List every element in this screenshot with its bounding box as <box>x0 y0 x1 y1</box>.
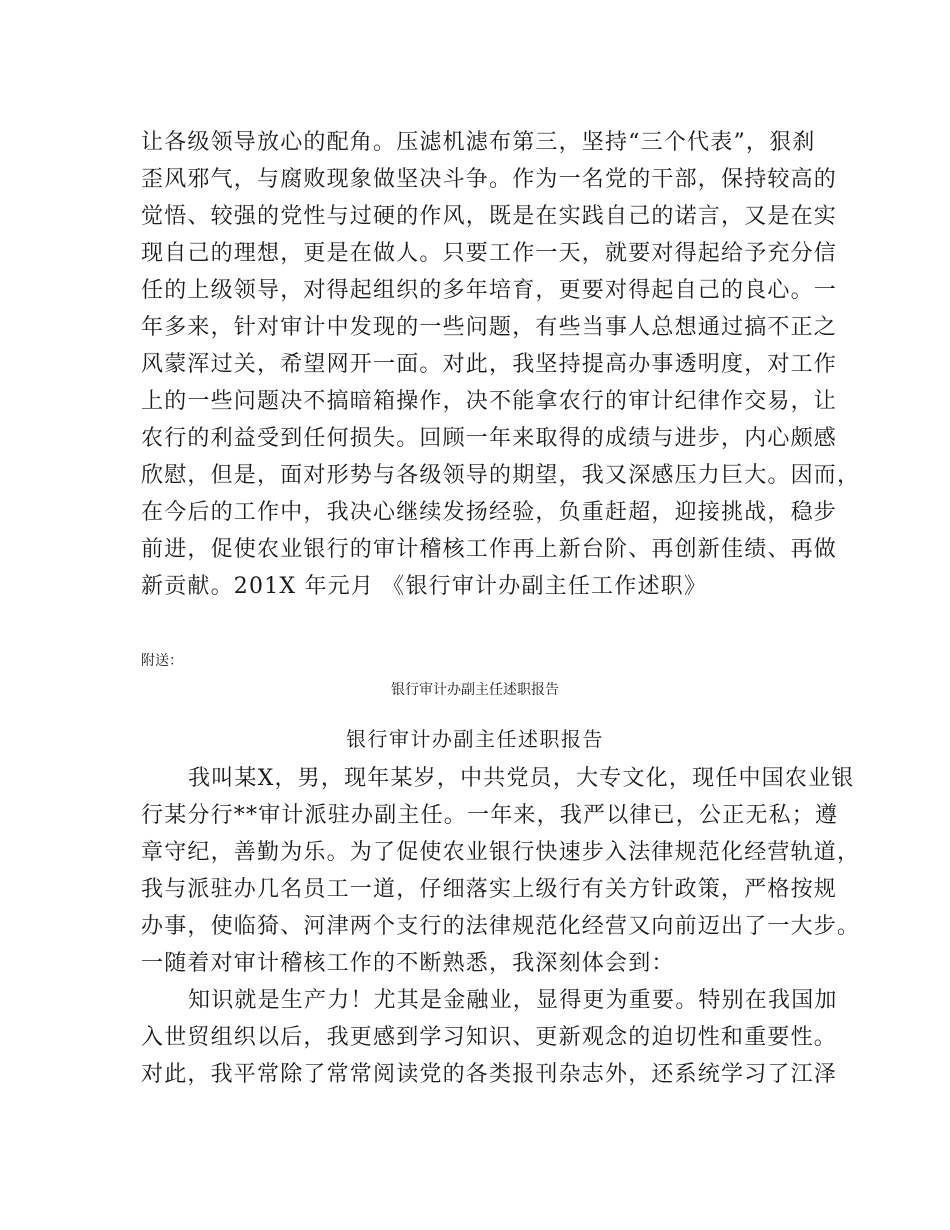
report-paragraph-line: 知识就是生产力！尤其是金融业，显得更为重要。特别在我国加 <box>188 988 838 1013</box>
paragraph-line: 觉悟、较强的党性与过硬的作风，既是在实践自己的诺言，又是在实 <box>141 204 838 229</box>
report-paragraph-line: 入世贸组织以后，我更感到学习知识、更新观念的迫切性和重要性。 <box>141 1025 838 1050</box>
paragraph-line: 欣慰，但是，面对形势与各级领导的期望，我又深感压力巨大。因而， <box>141 463 861 488</box>
paragraph-line: 歪风邪气，与腐败现象做坚决斗争。作为一名党的干部，保持较高的 <box>141 167 838 192</box>
attachment-title: 银行审计办副主任述职报告 <box>391 682 559 698</box>
paragraph-line: 年多来，针对审计中发现的一些问题，有些当事人总想通过搞不正之 <box>141 315 838 340</box>
report-paragraph-line: 章守纪，善勤为乐。为了促使农业银行快速步入法律规范化经营轨道， <box>141 840 861 865</box>
paragraph-line: 风蒙浑过关，希望网开一面。对此，我坚持提高办事透明度，对工作 <box>141 352 838 377</box>
paragraph-line: 现自己的理想，更是在做人。只要工作一天，就要对得起给予充分信 <box>141 241 838 266</box>
report-paragraph-line: 对此，我平常除了常常阅读党的各类报刊杂志外，还系统学习了江泽 <box>141 1062 838 1087</box>
paragraph-line: 农行的利益受到任何损失。回顾一年来取得的成绩与进步，内心颇感 <box>141 426 838 451</box>
report-paragraph-line: 我叫某X，男，现年某岁，中共党员，大专文化，现任中国农业银 <box>188 766 855 791</box>
report-title: 银行审计办副主任述职报告 <box>346 727 604 751</box>
paragraph-line: 在今后的工作中，我决心继续发扬经验，负重赶超，迎接挑战，稳步 <box>141 500 838 525</box>
report-paragraph-line: 行某分行**审计派驻办副主任。一年来，我严以律已，公正无私；遵 <box>141 803 839 828</box>
paragraph-line: 前进，促使农业银行的审计稽核工作再上新台阶、再创新佳绩、再做 <box>141 537 838 562</box>
report-paragraph-line: 办事，使临猗、河津两个支行的法律规范化经营又向前迈出了一大步。 <box>141 914 861 939</box>
report-paragraph-line: 一随着对审计稽核工作的不断熟悉，我深刻体会到： <box>141 951 675 976</box>
attachment-note: 附送： <box>141 653 183 669</box>
paragraph-line: 上的一些问题决不搞暗箱操作，决不能拿农行的审计纪律作交易，让 <box>141 389 838 414</box>
report-paragraph-line: 我与派驻办几名员工一道，仔细落实上级行有关方针政策，严格按规 <box>141 877 838 902</box>
paragraph-line: 新贡献。201X 年元月 《银行审计办副主任工作述职》 <box>141 574 708 599</box>
paragraph-line: 让各级领导放心的配角。压滤机滤布第三，坚持“三个代表”，狠刹 <box>141 130 816 155</box>
paragraph-line: 任的上级领导，对得起组织的多年培育，更要对得起自己的良心。一 <box>141 278 838 303</box>
